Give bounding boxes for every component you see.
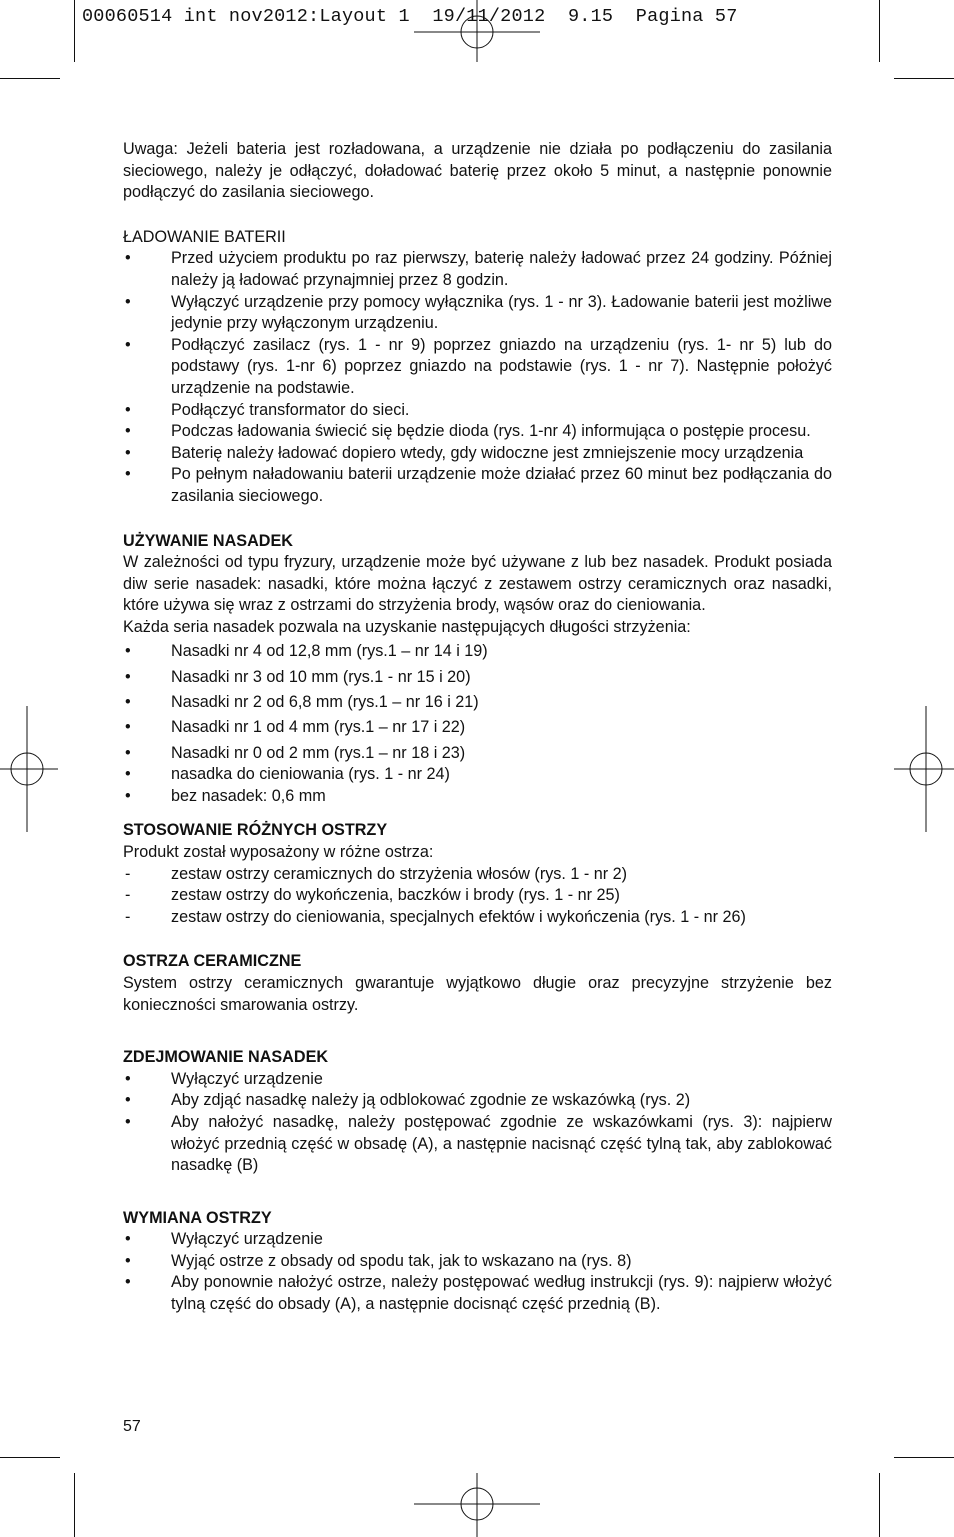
bullet-icon: • — [125, 1251, 131, 1270]
registration-mark-top — [412, 0, 542, 64]
list-item: • Podłączyć zasilacz (rys. 1 - nr 9) poprzez gniazdo na urządzeniu (rys. 1- nr 5) lub do podstawy (rys. 1-nr 6) poprzez gniazdo na podstawie (rys. 1 - nr 7). Następnie położyć urządzenie na podstawie. — [125, 335, 832, 397]
bullet-icon: • — [125, 693, 131, 712]
bullet-icon: • — [125, 443, 131, 462]
attachment-other-list — [123, 764, 832, 807]
list-item: • nasadka do cieniowania (rys. 1 - nr 24) — [123, 764, 832, 786]
bullet-icon: • — [125, 765, 131, 784]
list-item: • Aby zdjąć nasadkę należy ją odblokować zgodnie ze wskazówką (rys. 2) — [123, 1090, 832, 1112]
attachments-heading: UŻYWANIE NASADEK — [123, 531, 293, 550]
manual-content — [123, 139, 832, 1316]
battery-note: Uwaga: Jeżeli bateria jest rozładowana, a urządzenie nie działa po podłączeniu do zasilania sieciowego, należy je odłączyć, doładować baterię przez około 5 minut, a następnie ponownie podłączyć do zasilania sieciowego. — [123, 140, 832, 202]
blades-heading: STOSOWANIE RÓŻNYCH OSTRZY — [123, 821, 388, 840]
bullet-icon: • — [125, 1112, 131, 1131]
charging-list — [123, 248, 832, 507]
list-item: • bez nasadek: 0,6 mm — [123, 786, 832, 808]
crop-mark — [0, 78, 60, 79]
bullet-icon: • — [125, 642, 131, 661]
bullet-icon: • — [125, 718, 131, 737]
bullet-icon: • — [125, 1273, 131, 1292]
attachments-intro: W zależności od typu fryzury, urządzenie może być używane z lub bez nasadek. Produkt posiada diw serie nasadek: nasadki, które można łączyć z zestawem ostrzy ceramicznych oraz nasadki, które używa się wraz z ostrzami do strzyżenia brody, wąsów oraz do cieniowania. — [123, 553, 832, 615]
bullet-icon: • — [125, 400, 131, 419]
bullet-icon: • — [125, 743, 131, 762]
bullet-icon: • — [125, 335, 131, 354]
bullet-icon: • — [125, 1230, 131, 1249]
list-item: • Wyłączyć urządzenie — [123, 1229, 832, 1251]
bullet-icon: • — [125, 422, 131, 441]
blades-intro: Produkt został wyposażony w różne ostrza: — [123, 842, 434, 861]
bullet-icon: • — [125, 292, 131, 311]
crop-mark — [894, 1457, 954, 1458]
crop-mark — [0, 1457, 60, 1458]
crop-mark — [879, 1473, 880, 1537]
page-number: 57 — [123, 1418, 141, 1435]
bullet-icon: • — [125, 465, 131, 484]
ceramic-heading: OSTRZA CERAMICZNE — [123, 952, 302, 971]
dash-icon: - — [125, 907, 131, 926]
crop-mark — [879, 0, 880, 62]
printer-slug: 00060514 int nov2012:Layout 1 19/11/2012 9.15 Pagina 57 — [82, 6, 738, 27]
list-item: • Nasadki nr 1 od 4 mm (rys.1 – nr 17 i 22) — [123, 717, 832, 739]
removing-list — [123, 1069, 832, 1177]
dash-icon: - — [125, 886, 131, 905]
ceramic-text: System ostrzy ceramicznych gwarantuje wyjątkowo długie oraz precyzyjne strzyżenie bez konieczności smarowania ostrzy. — [123, 973, 832, 1014]
list-item: • Wyjąć ostrze z obsady od spodu tak, jak to wskazano na (rys. 8) — [123, 1251, 832, 1273]
list-item: • Nasadki nr 0 od 2 mm (rys.1 – nr 18 i 23) — [123, 743, 832, 765]
list-item: • Wyłączyć urządzenie — [123, 1069, 832, 1091]
list-item: • Podłączyć transformator do sieci. — [123, 400, 832, 422]
crop-mark — [74, 0, 75, 62]
replacing-list — [123, 1229, 832, 1315]
crop-mark — [74, 1473, 75, 1537]
attachment-lengths-list — [123, 641, 832, 764]
list-item: • Nasadki nr 2 od 6,8 mm (rys.1 – nr 16 i 21) — [123, 692, 832, 714]
list-item: • Przed użyciem produktu po raz pierwszy, baterię należy ładować przez 24 godziny. Później należy ją ładować przynajmniej przez 8 godzin. — [125, 249, 832, 289]
registration-mark-bottom — [412, 1473, 542, 1537]
registration-mark-right — [894, 706, 954, 832]
registration-mark-left — [0, 706, 60, 832]
list-item: • Aby ponownie nałożyć ostrze, należy postępować według instrukcji (rys. 9): najpierw włożyć tylną część do obsady (A), a następnie docisnąć część przednią (B). — [125, 1273, 832, 1314]
bullet-icon: • — [125, 1069, 131, 1088]
bullet-icon: • — [125, 786, 131, 805]
list-item: • Nasadki nr 4 od 12,8 mm (rys.1 – nr 14 i 19) — [123, 641, 832, 663]
bullet-icon: • — [125, 249, 131, 268]
list-item: - zestaw ostrzy do wykończenia, baczków i brody (rys. 1 - nr 25) — [123, 885, 832, 907]
list-item: • Nasadki nr 3 od 10 mm (rys.1 - nr 15 i 20) — [123, 667, 832, 689]
list-item: • Aby nałożyć nasadkę, należy postępować zgodnie ze wskazówkami (rys. 3): najpierw włożyć przednią część w obsadę (A), a następnie nacisnąć część tylną tak, aby zablokować nasadkę (B) — [125, 1112, 832, 1175]
bullet-icon: • — [125, 1091, 131, 1110]
crop-mark — [894, 78, 954, 79]
dash-icon: - — [125, 864, 131, 883]
list-item: - zestaw ostrzy do cieniowania, specjalnych efektów i wykończenia (rys. 1 - nr 26) — [123, 907, 832, 929]
bullet-icon: • — [125, 667, 131, 686]
removing-heading: ZDEJMOWANIE NASADEK — [123, 1048, 329, 1067]
list-item: • Podczas ładowania świecić się będzie dioda (rys. 1-nr 4) informująca o postępie procesu. — [123, 421, 832, 443]
list-item: - zestaw ostrzy ceramicznych do strzyżenia włosów (rys. 1 - nr 2) — [123, 864, 832, 886]
list-item: • Baterię należy ładować dopiero wtedy, gdy widoczne jest zmniejszenie mocy urządzenia — [123, 443, 832, 465]
charging-heading: ŁADOWANIE BATERII — [123, 227, 286, 246]
list-item: • Wyłączyć urządzenie przy pomocy wyłącznika (rys. 1 - nr 3). Ładowanie baterii jest możliwe jedynie przy wyłączonym urządzeniu. — [125, 292, 832, 333]
blades-list — [123, 864, 832, 929]
replacing-heading: WYMIANA OSTRZY — [123, 1208, 272, 1227]
list-item: • Po pełnym naładowaniu baterii urządzenie może działać przez 60 minut bez podłączania do zasilania sieciowego. — [125, 465, 832, 505]
attachments-lengths-intro: Każda seria nasadek pozwala na uzyskanie następujących długości strzyżenia: — [123, 617, 691, 636]
